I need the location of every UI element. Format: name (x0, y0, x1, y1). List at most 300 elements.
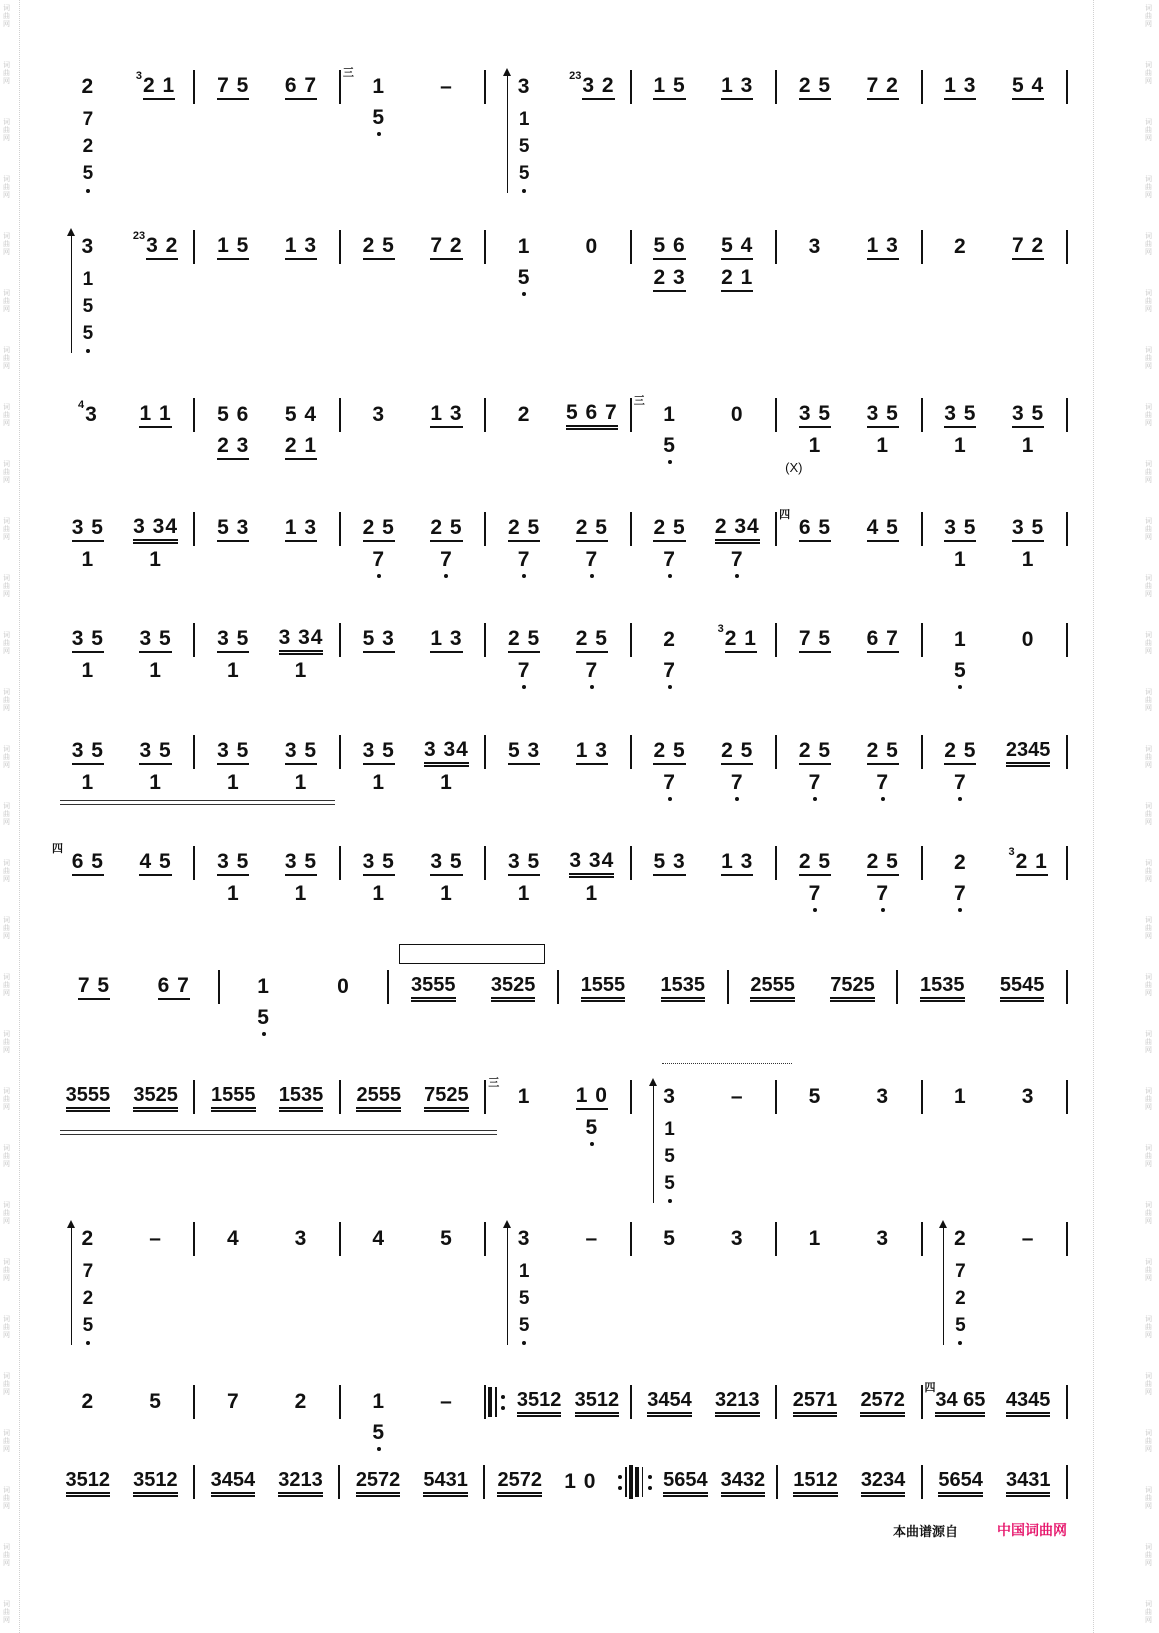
note-group: 3512 (66, 1468, 111, 1497)
technique-mark: 四 (779, 508, 791, 521)
note-cell (636, 1227, 704, 1251)
note-group: 5 4 (1012, 74, 1044, 100)
melody-line (50, 1080, 193, 1114)
note-group: 2 5 (799, 850, 831, 876)
note-group: 3 (294, 1227, 308, 1250)
note-group: 1 3 (430, 402, 462, 428)
note-group: 5545 (1000, 973, 1045, 1002)
note-group: 5 (808, 1085, 822, 1108)
bass-note: 5 (517, 266, 531, 289)
bass-line (777, 434, 920, 458)
measure (633, 1465, 778, 1499)
note-cell (714, 1468, 772, 1497)
note-cell (344, 1468, 412, 1497)
bass-cell (54, 771, 122, 795)
note-group: 3525 (133, 1083, 178, 1112)
grace-note: 23 (569, 70, 582, 82)
technique-mark: 三 (633, 394, 645, 407)
melody-line (777, 1385, 920, 1419)
note-cell (345, 403, 413, 427)
watermark-text: 词曲网 (1145, 574, 1152, 598)
note-cell (568, 1388, 626, 1417)
note-cell (994, 402, 1062, 428)
note-cell (413, 738, 481, 767)
note-group: 2 5 (430, 516, 462, 542)
bass-cell (54, 266, 122, 347)
bass-cell (558, 659, 626, 683)
note-cell (267, 1083, 335, 1112)
note-cell (558, 401, 626, 430)
melody-line (195, 512, 338, 546)
note-group: 3454 (647, 1388, 692, 1417)
note-cell (994, 516, 1062, 542)
measure (486, 398, 631, 432)
note-group: 3 5 (285, 850, 317, 876)
bass-note: 7 (876, 771, 890, 794)
measure (341, 846, 486, 905)
note-group: 0 (1021, 628, 1035, 651)
note-cell (781, 850, 849, 876)
note-cell (781, 1227, 849, 1251)
bass-cell (927, 659, 995, 683)
note-group: 2345 (1006, 738, 1051, 767)
watermark-text: 词曲网 (1145, 460, 1152, 484)
watermark-text: 词曲网 (3, 403, 10, 427)
note-group: 3 5 (139, 739, 171, 765)
melody-line (777, 1222, 920, 1256)
note-cell (199, 403, 267, 427)
note-group: 3 (517, 1227, 531, 1250)
note-group: 2 5 (799, 739, 831, 765)
melody-line (486, 70, 629, 104)
watermark-text: 词曲网 (3, 631, 10, 655)
measure (486, 70, 631, 184)
double-line-mark (60, 1130, 497, 1135)
measure (50, 970, 220, 1004)
measure (195, 70, 340, 104)
note-cell (994, 1227, 1062, 1251)
note-group: 3213 (715, 1388, 760, 1417)
watermark-text: 词曲网 (3, 232, 10, 256)
note-cell (813, 973, 893, 1002)
note-group: 1 (257, 975, 270, 998)
note-cell (781, 627, 849, 653)
bass-cell (54, 659, 122, 683)
bass-note: 1 (81, 659, 95, 682)
bass-note: 7 (372, 548, 386, 571)
note-cell (703, 1388, 771, 1417)
melody-line (923, 1465, 1066, 1499)
note-cell (636, 234, 704, 260)
melody-line (923, 846, 1066, 880)
melody-line (389, 970, 557, 1004)
note-group: 4345 (1006, 1388, 1051, 1417)
chord-note: 2 (82, 136, 94, 157)
note-cell (927, 516, 995, 542)
melody-line (486, 846, 629, 880)
bass-note: 1 (954, 434, 967, 457)
note-cell (558, 1084, 626, 1110)
melody-line (50, 70, 193, 104)
watermark-text: 词曲网 (1145, 1486, 1152, 1510)
watermark-text: 词曲网 (3, 1429, 10, 1453)
note-cell (122, 230, 190, 260)
bass-line (923, 659, 1066, 683)
watermark-text: 词曲网 (3, 1258, 10, 1282)
note-group: 5 4 (284, 403, 318, 426)
bass-cell (927, 434, 995, 458)
bass-line (50, 771, 193, 795)
note-cell (849, 234, 917, 260)
note-cell (122, 402, 190, 428)
bass-cell (490, 266, 558, 290)
grace-note: 3 (717, 623, 724, 635)
bass-note: 7 (876, 882, 890, 905)
bass-line (195, 771, 338, 795)
bass-cell (267, 882, 335, 906)
note-group: 7 2 (1012, 234, 1044, 260)
melody-line (923, 623, 1066, 657)
measure (341, 230, 486, 264)
melody-line (341, 1222, 484, 1256)
note-cell (781, 235, 849, 259)
watermark-text: 词曲网 (1145, 802, 1152, 826)
note-group: 4 5 (139, 850, 171, 876)
note-group: 3 5 (1012, 516, 1044, 542)
bass-note: 1 (372, 882, 386, 905)
note-group: 2 5 (944, 739, 976, 765)
note-group: 3 2 (146, 234, 178, 260)
note-cell (781, 516, 849, 542)
note-cell (558, 70, 626, 100)
bass-cell (54, 548, 122, 572)
bass-cell (345, 882, 413, 906)
measure (341, 398, 486, 432)
note-group: 3 5 (867, 402, 899, 428)
bass-cell (199, 659, 267, 683)
melody-line (50, 1465, 193, 1499)
melody-line (777, 735, 920, 769)
measure (341, 735, 486, 794)
bass-note: 7 (730, 771, 744, 794)
bass-line (50, 106, 193, 187)
note-group: 3 5 (72, 627, 104, 653)
note-group: 5 (440, 1227, 453, 1250)
measure (486, 1076, 631, 1139)
bass-line (195, 659, 338, 683)
note-group: 7 (226, 1390, 240, 1413)
note-cell (994, 1085, 1062, 1109)
note-cell (304, 975, 384, 999)
melody-line (486, 1222, 629, 1256)
staff-row (50, 230, 1068, 344)
chord-stack (519, 1258, 530, 1339)
watermark-text: 词曲网 (3, 745, 10, 769)
bass-cell (345, 1421, 413, 1445)
bass-line (486, 1116, 629, 1140)
note-group: 3 5 (430, 850, 462, 876)
bass-cell (703, 548, 771, 572)
note-group: 1555 (211, 1083, 256, 1112)
bass-line (341, 548, 484, 572)
note-group: 2 5 (576, 516, 608, 542)
note-group: 3525 (491, 973, 536, 1002)
note-cell (558, 516, 626, 542)
bass-cell (267, 434, 335, 460)
note-group: 2 5 (363, 516, 395, 542)
note-cell (122, 1468, 190, 1497)
dotted-extension-line (662, 1063, 792, 1064)
bass-cell (927, 1258, 995, 1339)
chord-note: 5 (82, 296, 94, 317)
bass-cell (558, 548, 626, 572)
note-cell (54, 399, 122, 427)
bass-note: 1 (226, 771, 240, 794)
measure (632, 1080, 777, 1194)
bass-note: 1 (808, 434, 822, 457)
note-cell (490, 627, 558, 653)
note-cell (849, 850, 917, 876)
melody-line (341, 70, 484, 104)
melody-line (729, 970, 897, 1004)
bass-line (632, 659, 775, 683)
note-group: 0 (730, 403, 744, 426)
bass-line (195, 882, 338, 906)
note-group: 2572 (356, 1468, 401, 1497)
bass-cell (345, 548, 413, 572)
bass-cell (558, 882, 626, 906)
note-cell (54, 739, 122, 765)
bass-note: 5 (257, 1006, 270, 1029)
chord-note: 5 (83, 160, 94, 187)
note-group: 1 (954, 1085, 967, 1108)
watermark-text: 词曲网 (1145, 1087, 1152, 1111)
measure (50, 230, 195, 344)
note-cell (781, 1388, 849, 1417)
note-group: 2 (954, 1227, 967, 1250)
note-group: 2 5 (721, 739, 753, 765)
note-group: 6 5 (72, 850, 104, 876)
note-group: 7 2 (867, 74, 899, 100)
melody-line (923, 512, 1066, 546)
measure (341, 1080, 486, 1114)
watermark-column-right (1145, 4, 1157, 1633)
note-cell (927, 74, 995, 100)
note-cell (345, 1390, 413, 1414)
chord-note: 5 (519, 160, 530, 187)
note-cell (849, 739, 917, 765)
note-group: 5 4 (721, 234, 753, 260)
note-group: 3454 (211, 1468, 256, 1497)
note-group: 7 2 (430, 234, 462, 260)
measure (778, 1465, 923, 1499)
watermark-text: 词曲网 (3, 1486, 10, 1510)
note-group: – (1021, 1227, 1035, 1250)
note-cell (122, 1390, 190, 1414)
note-cell (703, 1227, 771, 1251)
watermark-text: 词曲网 (3, 574, 10, 598)
watermark-text: 词曲网 (3, 118, 10, 142)
melody-line (777, 512, 920, 546)
chord-note: 1 (518, 1261, 530, 1282)
note-group: 2 (81, 75, 95, 98)
melody-line (777, 230, 920, 264)
measure (195, 1385, 340, 1419)
note-cell (267, 1468, 335, 1497)
melody-line (341, 846, 484, 880)
bass-line (50, 266, 193, 347)
note-cell (413, 402, 481, 428)
note-cell (413, 850, 481, 876)
note-cell (490, 850, 558, 876)
note-cell (199, 1468, 267, 1497)
note-cell (703, 515, 771, 544)
watermark-text: 词曲网 (1145, 403, 1152, 427)
melody-line (632, 1080, 775, 1114)
note-group: 2 1 (143, 74, 175, 100)
melody-line (195, 623, 338, 657)
watermark-text: 词曲网 (1145, 1144, 1152, 1168)
watermark-text: 词曲网 (3, 973, 10, 997)
measure (50, 1080, 195, 1114)
bass-line (777, 882, 920, 906)
bass-cell (413, 548, 481, 572)
note-group: 1 3 (721, 74, 753, 100)
note-group: 2 5 (363, 234, 395, 260)
bass-note: 1 (876, 434, 890, 457)
watermark-text: 词曲网 (1145, 1429, 1152, 1453)
note-cell (267, 516, 335, 542)
note-group: 0 (337, 975, 350, 998)
measure (195, 1465, 340, 1499)
measure (923, 512, 1068, 571)
bass-note: 5 (585, 1116, 599, 1139)
staff-row (50, 1381, 1068, 1444)
bass-line (777, 771, 920, 795)
bass-note: 1 (1021, 434, 1035, 457)
note-group: 3555 (411, 973, 456, 1002)
melody-line (50, 1222, 193, 1256)
note-group: 3 34 (424, 738, 469, 767)
watermark-text: 词曲网 (1145, 1600, 1152, 1624)
ornament-box (399, 944, 545, 964)
bass-note: 1 (226, 882, 240, 905)
measure (341, 1385, 486, 1444)
melody-line (341, 230, 484, 264)
note-cell (490, 403, 558, 427)
measure (729, 970, 899, 1004)
melody-line (923, 70, 1066, 104)
bass-cell (199, 434, 267, 460)
note-cell (927, 1085, 995, 1109)
note-group: – (585, 1227, 599, 1250)
note-cell (122, 1227, 190, 1251)
note-cell (636, 74, 704, 100)
chord-note: 2 (955, 1288, 966, 1309)
note-group: 0 (585, 235, 599, 258)
melody-line (923, 1222, 1066, 1256)
watermark-text: 词曲网 (3, 4, 10, 28)
bass-note: 1 (440, 771, 453, 794)
melody-line (341, 398, 484, 432)
bass-cell (413, 771, 481, 795)
note-group: 3 (663, 1085, 676, 1108)
bass-note: 7 (663, 548, 676, 571)
grace-note: 4 (77, 399, 85, 411)
note-cell (122, 1083, 190, 1112)
measure (486, 1385, 631, 1419)
bass-cell (636, 434, 704, 458)
note-group: 2572 (497, 1468, 542, 1497)
note-group: 2555 (750, 973, 795, 1002)
bass-note: 1 (226, 659, 240, 682)
bass-cell (781, 771, 849, 795)
bass-note: 1 (81, 771, 95, 794)
watermark-text: 词曲网 (3, 1600, 10, 1624)
note-group: 7 5 (78, 974, 110, 1000)
note-group: 3 5 (139, 627, 171, 653)
bass-line (632, 548, 775, 572)
note-cell (267, 1390, 335, 1414)
chord-note: 5 (83, 1312, 94, 1339)
bass-cell (122, 771, 190, 795)
note-cell (199, 234, 267, 260)
measure (632, 1222, 777, 1256)
note-group: 2571 (793, 1388, 838, 1417)
note-cell (345, 627, 413, 653)
note-cell (490, 75, 558, 99)
measure (341, 623, 486, 657)
melody-line (50, 230, 193, 264)
note-group: 5 3 (363, 627, 395, 653)
chord-note: 1 (82, 269, 94, 290)
bass-line (923, 548, 1066, 572)
note-cell (345, 739, 413, 765)
note-group: 2 5 (508, 627, 540, 653)
watermark-text: 词曲网 (1145, 346, 1152, 370)
note-cell (345, 1083, 413, 1112)
melody-line (486, 230, 629, 264)
bass-note: 7 (663, 659, 676, 682)
note-group: 3555 (66, 1083, 111, 1112)
bass-note: 1 (149, 771, 162, 794)
watermark-text: 词曲网 (1145, 232, 1152, 256)
note-cell (703, 623, 771, 653)
bass-note: 7 (585, 548, 599, 571)
melody-line (923, 398, 1066, 432)
chord-stack (83, 1258, 94, 1339)
bass-line (50, 548, 193, 572)
melody-line (195, 1222, 338, 1256)
note-group: 5 (149, 1390, 162, 1413)
melody-line (633, 1465, 776, 1499)
bass-cell (558, 1116, 626, 1140)
bass-line (632, 771, 775, 795)
melody-line (632, 623, 775, 657)
note-cell (994, 738, 1062, 767)
note-group: 3234 (861, 1468, 906, 1497)
melody-line (486, 623, 629, 657)
measure (486, 512, 631, 571)
note-group: 1535 (279, 1083, 324, 1112)
note-group: 3 (372, 403, 386, 426)
note-group: 1 (954, 628, 967, 651)
note-group: 2 (954, 235, 967, 258)
bass-line (632, 1116, 775, 1197)
melody-line (632, 70, 775, 104)
bass-note: 7 (730, 548, 744, 571)
staff-row (50, 508, 1068, 571)
